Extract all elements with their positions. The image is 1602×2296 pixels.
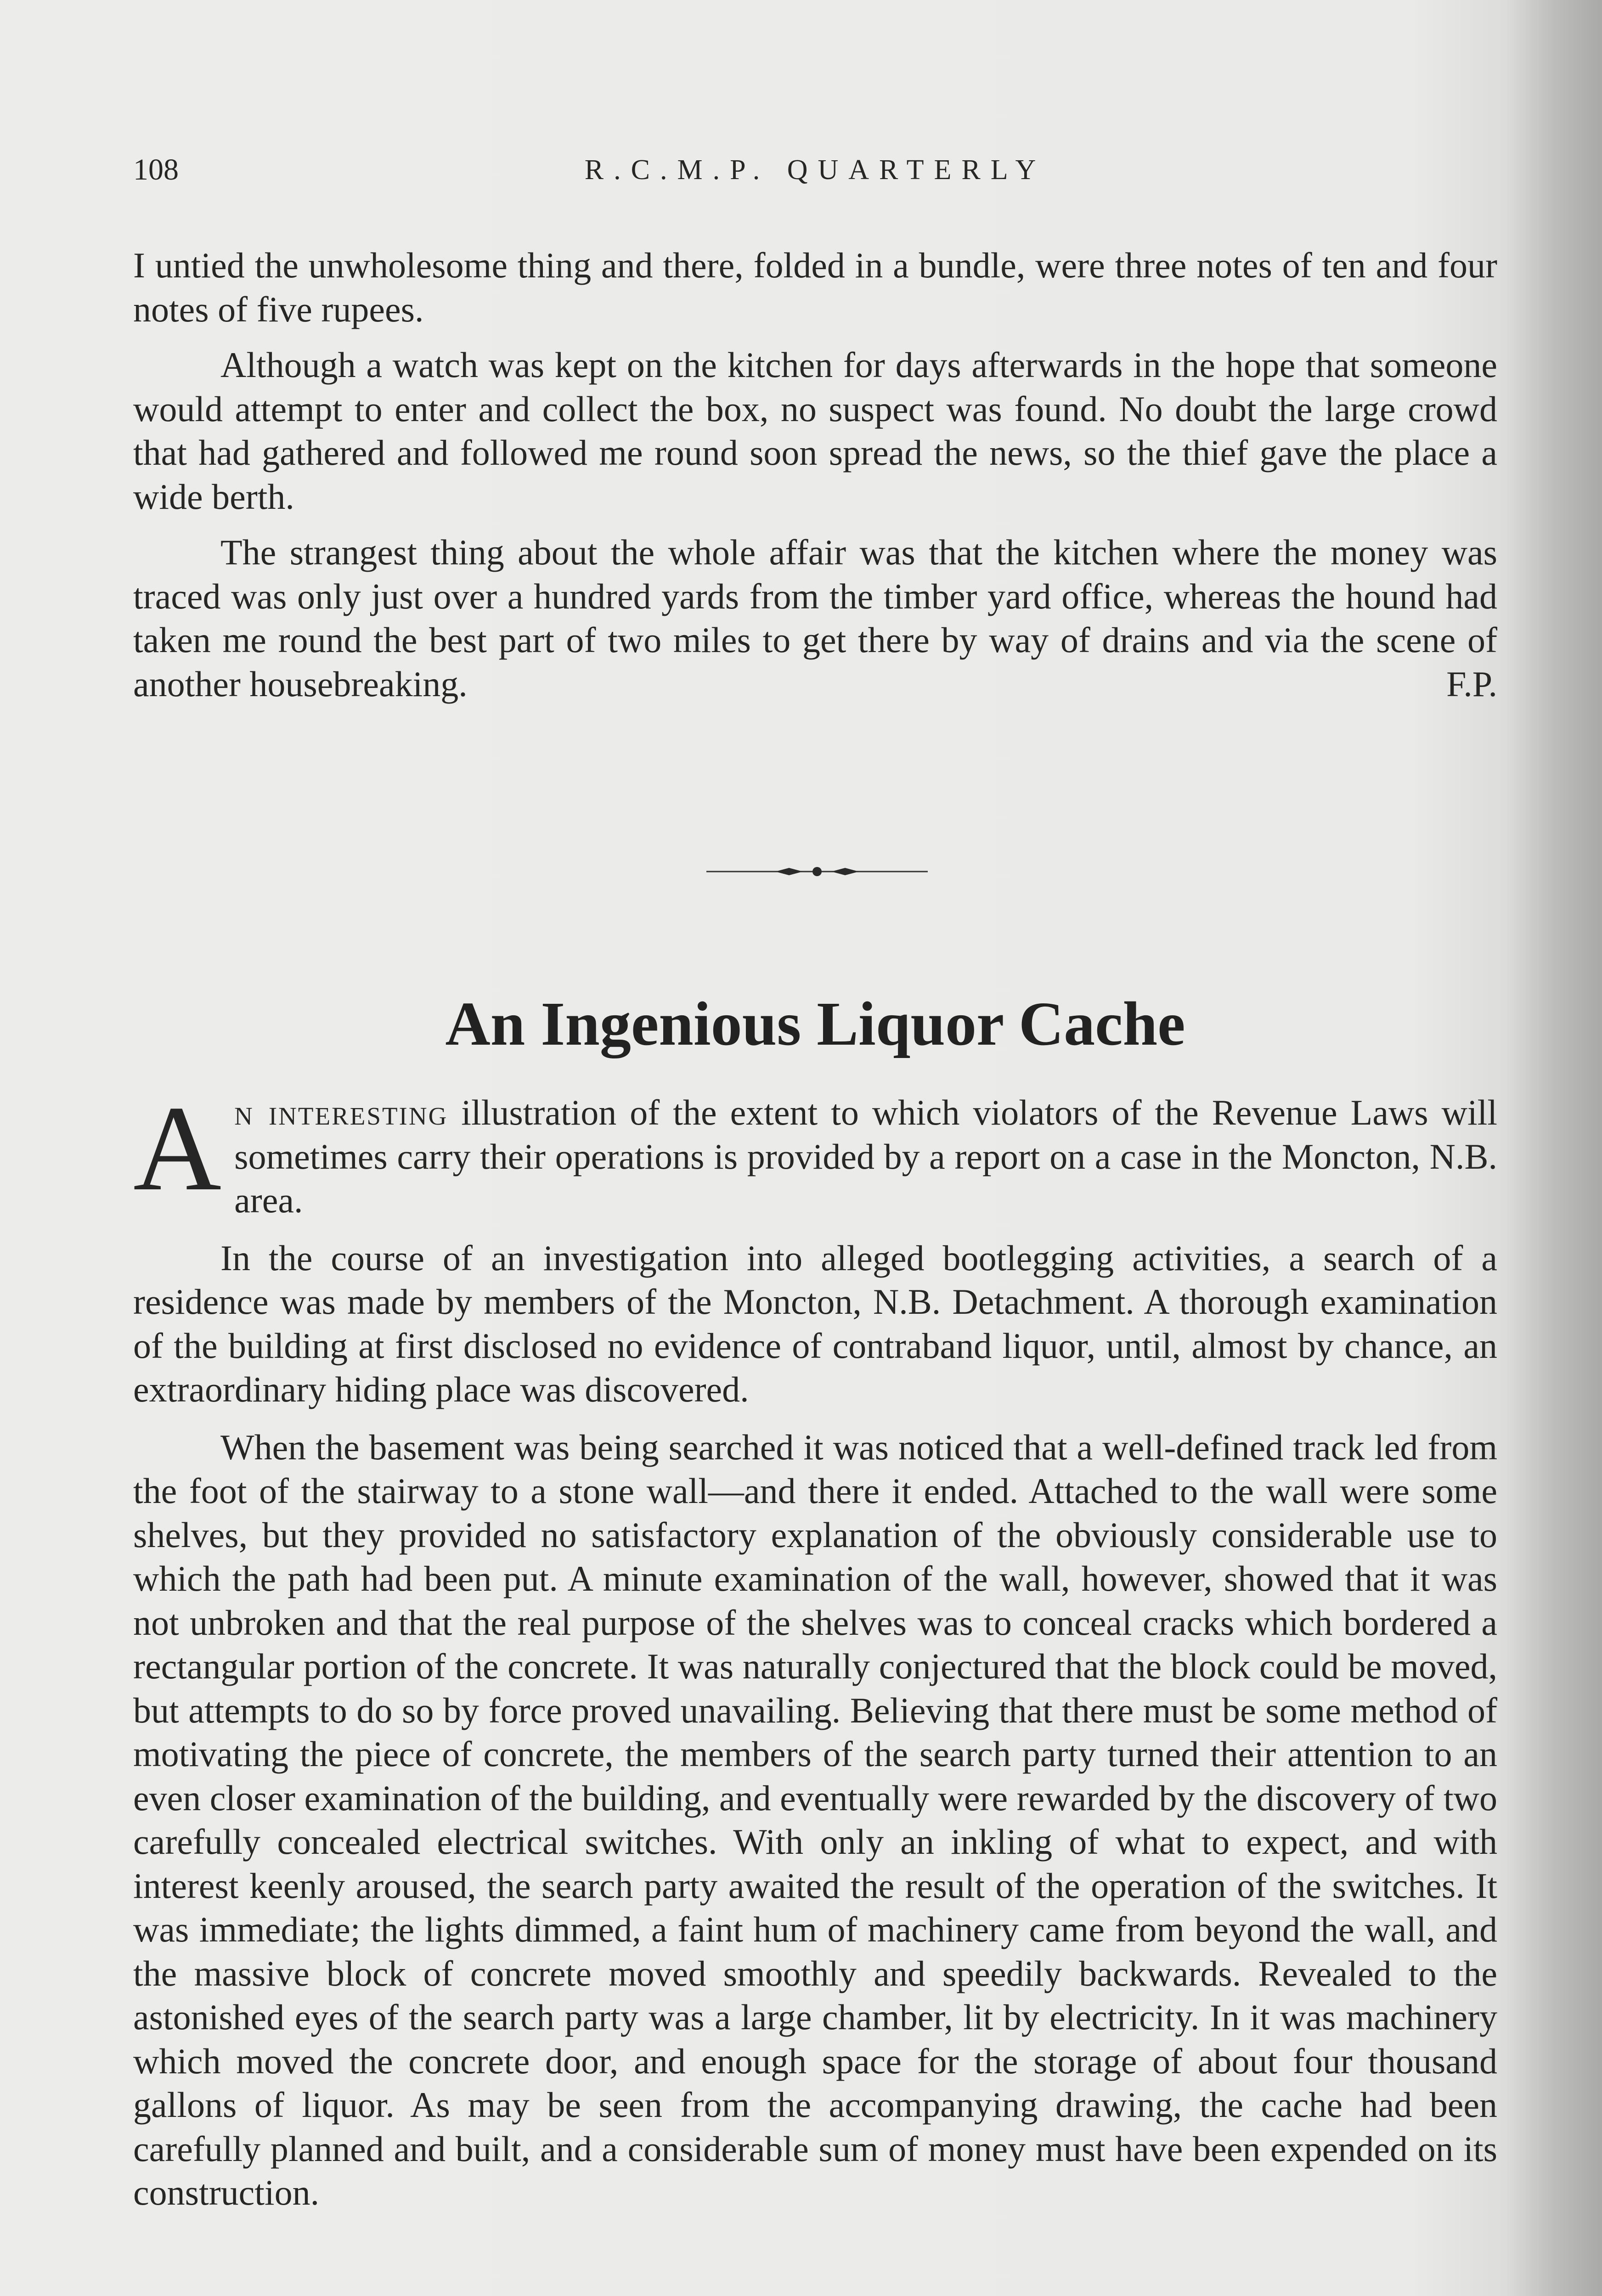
lead-text: illustration of the extent to which violators of the Revenue Laws will sometimes carry their operations is provided by a report on a case in the Moncton, N.B. area. bbox=[234, 1092, 1497, 1220]
running-head: R.C.M.P. QUARTERLY bbox=[584, 154, 1046, 186]
drop-cap: A bbox=[133, 1080, 222, 1216]
paragraph bbox=[133, 530, 1497, 706]
section-divider-ornament bbox=[706, 866, 928, 878]
article-title: An Ingenious Liquor Cache bbox=[445, 990, 1185, 1058]
paragraph: When the basement was being searched it was noticed that a well-defined track led from the foot of the stairway to a stone wall—and there it ended. Attached to the wall were some shelves, but they provided no satisfactory explanation of the obviously considerable use to which the path had been put. A minute examination of the wall, however, showed that it was not unbroken and that the real purpose of the shelves was to conceal cracks which bordered a rectangular portion of the concrete. It was naturally conjectured that the block could be moved, but attempts to do so by force proved unavailing. Believing that there must be some method of motivating the piece of concrete, the members of the search party turned their attention to an even closer examination of the building, and eventually were rewarded by the discovery of two carefully concealed electrical switches. With only an inkling of what to expect, and with interest keenly aroused, the search party awaited the result of the operation of the switches. It was immediate; the lights dimmed, a faint hum of machinery came from beyond the wall, and the massive block of concrete moved smoothly and speedily backwards. Revealed to the astonished eyes of the search party was a large chamber, lit by electricity. In it was machinery which moved the concrete door, and enough space for the storage of about four thousand gallons of liquor. As may be seen from the accompanying drawing, the cache had been carefully planned and built, and a considerable sum of money must have been expended on its construction. bbox=[133, 1427, 1497, 2212]
paragraph: I untied the unwholesome thing and there, folded in a bundle, were three notes of ten and four notes of five rupees. bbox=[133, 245, 1497, 329]
article-body bbox=[133, 1080, 1497, 2215]
paragraph: Although a watch was kept on the kitchen for days afterwards in the hope that someone would attempt to enter and collect the box, no suspect was found. No doubt the large crowd that had gathered and followed me round soon spread the news, so the thief gave the place a wide berth. bbox=[133, 345, 1497, 517]
page-number: 108 bbox=[133, 153, 179, 186]
lead-paragraph bbox=[133, 1080, 1497, 1222]
page-header bbox=[133, 147, 1497, 193]
previous-article-text bbox=[133, 243, 1497, 706]
author-signature: F.P. bbox=[1446, 664, 1497, 704]
paragraph: In the course of an investigation into alleged bootlegging activities, a search of a residence was made by members of the Moncton, N.B. Detachment. A thorough examination of the building at first disclosed no evidence of contraband liquor, until, almost by chance, an extraordinary hiding place was discovered. bbox=[133, 1238, 1497, 1409]
paragraph-text: The strangest thing about the whole affair was that the kitchen where the money was traced was only just over a hundred yards from the timber yard office, whereas the hound had taken me round the best part of two miles to get there by way of drains and via the scene of another housebreaking. bbox=[133, 532, 1497, 704]
lead-small-caps: n interesting bbox=[234, 1092, 448, 1132]
